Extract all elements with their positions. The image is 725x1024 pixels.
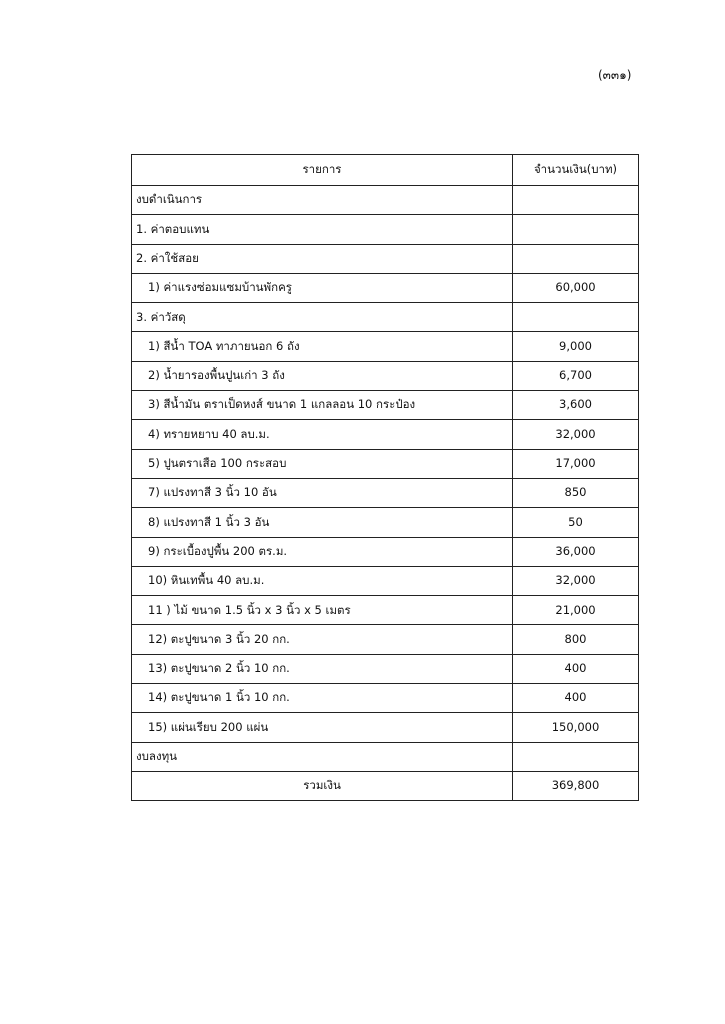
row-amount: [513, 742, 639, 771]
row-item: 13) ตะปูขนาด 2 นิ้ว 10 กก.: [132, 654, 513, 683]
row-item: 7) แปรงทาสี 3 นิ้ว 10 อัน: [132, 478, 513, 507]
row-amount: 36,000: [513, 537, 639, 566]
row-amount: 21,000: [513, 596, 639, 625]
row-item: 3. ค่าวัสดุ: [132, 303, 513, 332]
table-row: [132, 713, 639, 742]
row-item: 1. ค่าตอบแทน: [132, 215, 513, 244]
table-row: [132, 654, 639, 683]
row-amount: 50: [513, 508, 639, 537]
row-item: 1) ค่าแรงซ่อมแซมบ้านพักครู: [132, 273, 513, 302]
row-amount: 3,600: [513, 391, 639, 420]
row-item: 14) ตะปูขนาด 1 นิ้ว 10 กก.: [132, 684, 513, 713]
row-amount: 150,000: [513, 713, 639, 742]
table-row: [132, 420, 639, 449]
row-item: 9) กระเบื้องปูพื้น 200 ตร.ม.: [132, 537, 513, 566]
page-number: (๓๓๑): [598, 68, 632, 82]
row-item: 1) สีน้ำ TOA ทาภายนอก 6 ถัง: [132, 332, 513, 361]
row-item: 11 ) ไม้ ขนาด 1.5 นิ้ว x 3 นิ้ว x 5 เมตร: [132, 596, 513, 625]
table-row: [132, 625, 639, 654]
row-item: งบดำเนินการ: [132, 186, 513, 215]
table-row: [132, 186, 639, 215]
table-row: [132, 684, 639, 713]
row-amount: 6,700: [513, 361, 639, 390]
row-item: 10) หินเทพื้น 40 ลบ.ม.: [132, 566, 513, 595]
row-amount: 17,000: [513, 449, 639, 478]
row-item: 2. ค่าใช้สอย: [132, 244, 513, 273]
budget-table: [131, 154, 639, 801]
header-item: รายการ: [132, 155, 513, 186]
row-amount: 400: [513, 684, 639, 713]
total-label: รวมเงิน: [132, 771, 513, 800]
table-row: [132, 508, 639, 537]
row-item: งบลงทุน: [132, 742, 513, 771]
row-amount: 32,000: [513, 566, 639, 595]
row-amount: 850: [513, 478, 639, 507]
table-row: [132, 566, 639, 595]
row-amount: 32,000: [513, 420, 639, 449]
total-amount: 369,800: [513, 771, 639, 800]
table-row: [132, 303, 639, 332]
row-amount: [513, 303, 639, 332]
table-row: [132, 596, 639, 625]
row-amount: 9,000: [513, 332, 639, 361]
header-amount: จำนวนเงิน(บาท): [513, 155, 639, 186]
table-row: [132, 537, 639, 566]
row-item: 5) ปูนตราเสือ 100 กระสอบ: [132, 449, 513, 478]
row-item: 12) ตะปูขนาด 3 นิ้ว 20 กก.: [132, 625, 513, 654]
row-item: 4) ทรายหยาบ 40 ลบ.ม.: [132, 420, 513, 449]
table-row: [132, 478, 639, 507]
row-amount: 400: [513, 654, 639, 683]
row-amount: 800: [513, 625, 639, 654]
row-amount: 60,000: [513, 273, 639, 302]
row-amount: [513, 186, 639, 215]
table-row: [132, 273, 639, 302]
row-item: 3) สีน้ำมัน ตราเป็ดหงส์ ขนาด 1 แกลลอน 10 กระป๋อง: [132, 391, 513, 420]
table-row: [132, 391, 639, 420]
table-row: [132, 361, 639, 390]
table-row: [132, 449, 639, 478]
row-amount: [513, 215, 639, 244]
table-row: [132, 244, 639, 273]
total-row: [132, 771, 639, 800]
row-item: 8) แปรงทาสี 1 นิ้ว 3 อัน: [132, 508, 513, 537]
row-item: 2) น้ำยารองพื้นปูนเก่า 3 ถัง: [132, 361, 513, 390]
row-item: 15) แผ่นเรียบ 200 แผ่น: [132, 713, 513, 742]
table-row: [132, 332, 639, 361]
table-body: [132, 186, 639, 772]
table-row: [132, 742, 639, 771]
table-header-row: [132, 155, 639, 186]
table-row: [132, 215, 639, 244]
row-amount: [513, 244, 639, 273]
